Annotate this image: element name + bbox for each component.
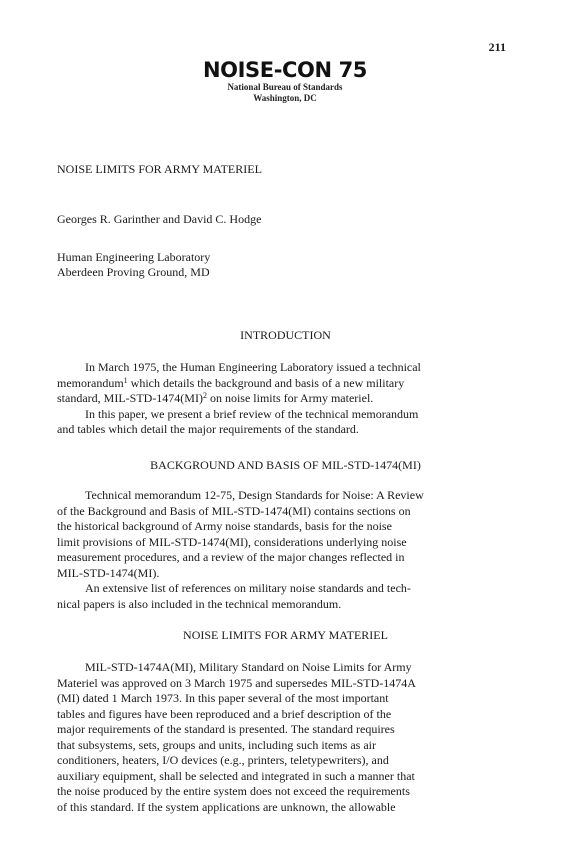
affiliation-line-2: Aberdeen Proving Ground, MD <box>57 265 210 279</box>
limits-heading: NOISE LIMITS FOR ARMY MATERIEL <box>183 628 388 642</box>
background-body <box>57 488 514 612</box>
line-text: the historical background of Army noise standards, basis for the noise <box>57 519 392 533</box>
body-line <box>57 422 514 438</box>
line-text: In this paper, we present a brief review of the technical memorandum <box>85 406 419 421</box>
line-text: limit provisions of MIL-STD-1474(MI), considerations underlying noise <box>57 534 407 549</box>
line-text: measurement procedures, and a review of the major changes reflected in <box>57 550 405 564</box>
paper-authors: Georges R. Garinther and David C. Hodge <box>57 212 262 226</box>
conference-location: Washington, DC <box>253 93 317 103</box>
conference-title: NOISE-CON 75 <box>203 58 367 82</box>
line-text: auxiliary equipment, shall be selected and integrated in such a manner that <box>57 768 415 783</box>
line-text: An extensive list of references on military noise standards and tech- <box>85 581 411 595</box>
line-text: nical papers is also included in the technical memorandum. <box>57 596 342 611</box>
line-text: major requirements of the standard is presented. The standard requires <box>57 722 395 736</box>
background-heading: BACKGROUND AND BASIS OF MIL-STD-1474(MI) <box>150 458 421 472</box>
line-text: which details the background and basis of a new military <box>127 375 405 390</box>
body-line <box>57 769 514 785</box>
line-text: on noise limits for Army materiel. <box>206 391 374 405</box>
body-line <box>57 597 514 613</box>
body-line <box>57 722 514 738</box>
body-line <box>57 550 514 566</box>
limits-body <box>57 660 514 815</box>
body-line <box>57 707 514 723</box>
body-line <box>57 691 514 707</box>
body-line <box>57 360 514 376</box>
body-line <box>57 676 514 692</box>
line-text: conditioners, heaters, I/O devices (e.g., printers, teletypewriters), and <box>57 753 389 767</box>
line-text: standard, MIL-STD-1474(MI) <box>57 391 203 405</box>
body-line <box>57 391 514 407</box>
intro-body <box>57 360 514 438</box>
body-line <box>57 376 514 392</box>
body-line <box>57 753 514 769</box>
line-text: (MI) dated 1 March 1973. In this paper several of the most important <box>57 691 389 705</box>
line-text: and tables which detail the major requirements of the standard. <box>57 422 359 436</box>
footnote-ref: 2 <box>202 391 207 400</box>
body-line <box>57 504 514 520</box>
body-line <box>57 738 514 754</box>
line-text: that subsystems, sets, groups and units, including such items as air <box>57 737 376 752</box>
affiliation-line-1: Human Engineering Laboratory <box>57 250 211 264</box>
body-line <box>57 519 514 535</box>
body-line <box>57 407 514 423</box>
intro-heading: INTRODUCTION <box>240 328 331 342</box>
body-line <box>57 488 514 504</box>
line-text: In March 1975, the Human Engineering Laboratory issued a technical <box>85 360 421 374</box>
paper-title: NOISE LIMITS FOR ARMY MATERIEL <box>57 162 262 176</box>
body-line <box>57 660 514 676</box>
line-text: of this standard. If the system applications are unknown, the allowable <box>57 799 396 814</box>
line-text: the noise produced by the entire system does not exceed the requirements <box>57 784 410 798</box>
body-line <box>57 535 514 551</box>
conference-org: National Bureau of Standards <box>227 82 343 92</box>
body-line <box>57 581 514 597</box>
body-line <box>57 800 514 816</box>
line-text: MIL-STD-1474(MI). <box>57 565 160 580</box>
page-number: 211 <box>488 40 506 54</box>
line-text: Materiel was approved on 3 March 1975 and supersedes MIL-STD-1474A <box>57 675 416 690</box>
line-text: memorandum <box>57 375 124 390</box>
line-text: of the Background and Basis of MIL-STD-1474(MI) contains sections on <box>57 503 411 518</box>
body-line <box>57 784 514 800</box>
line-text: Technical memorandum 12-75, Design Standards for Noise: A Review <box>85 488 424 502</box>
body-line <box>57 566 514 582</box>
footnote-ref: 1 <box>123 375 128 385</box>
line-text: tables and figures have been reproduced and a brief description of the <box>57 706 392 721</box>
conference-header <box>0 58 570 104</box>
line-text: MIL-STD-1474A(MI), Military Standard on Noise Limits for Army <box>85 660 412 674</box>
